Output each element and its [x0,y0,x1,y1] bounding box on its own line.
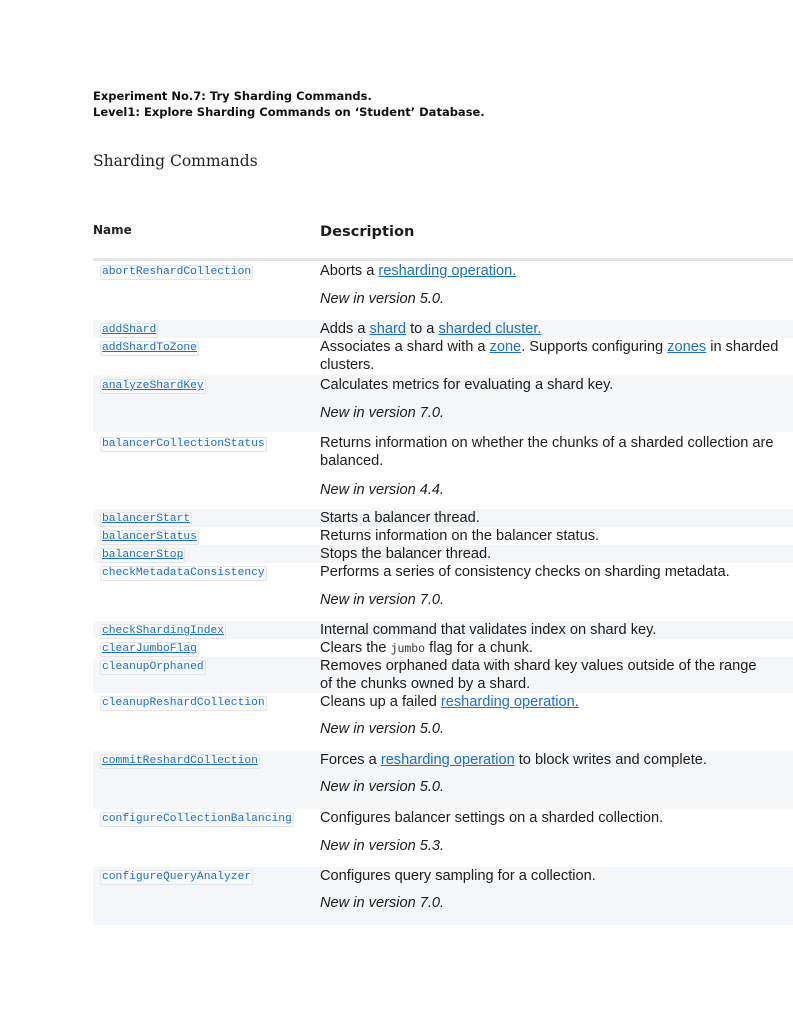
table-row [93,545,793,563]
command-description: Adds a shard to a sharded cluster. [320,321,542,337]
command-description: Internal command that validates index on shard key. [320,622,657,638]
table-row [93,320,793,338]
version-note: New in version 5.0. [320,779,445,795]
sharded-cluster-link[interactable]: sharded cluster. [438,321,542,337]
command-name[interactable]: balancerStop [102,549,184,561]
command-description: Returns information on whether the chunks of a sharded collection are balanced. [320,435,774,469]
experiment-level: Level1: Explore Sharding Commands on ‘Student’ Database. [93,105,485,119]
resharding-operation-link[interactable]: resharding operation [380,752,515,768]
command-name[interactable]: checkShardingIndex [102,625,225,637]
table-row [93,751,793,809]
table-row [93,657,793,693]
shard-link[interactable]: shard [369,321,407,337]
command-name[interactable]: abortReshardCollection [102,266,252,278]
table-row [93,375,793,432]
table-row [93,527,793,545]
command-description: Cleans up a failed resharding operation. [320,694,579,710]
table-row [93,621,793,639]
command-name[interactable]: configureCollectionBalancing [102,813,292,825]
table-row [93,338,793,375]
zones-link[interactable]: zones [667,339,707,355]
version-note: New in version 7.0. [320,895,445,911]
command-name[interactable]: cleanupOrphaned [102,661,204,673]
table-row [93,563,793,621]
command-description: Calculates metrics for evaluating a shard key. [320,377,614,393]
experiment-title: Experiment No.7: Try Sharding Commands. [93,89,372,103]
command-description: Clears the jumbo flag for a chunk. [320,640,533,656]
command-name[interactable]: balancerCollectionStatus [102,438,265,450]
command-description: Removes orphaned data with shard key values outside of the range of the chunks owned by a shard. [320,658,757,692]
resharding-operation-link[interactable]: resharding operation. [378,263,517,279]
table-row [93,509,793,527]
table-row [93,809,793,867]
command-description: Configures balancer settings on a sharded collection. [320,810,664,826]
version-note: New in version 5.0. [320,291,445,307]
command-description: Returns information on the balancer status. [320,528,600,544]
column-header-name: Name [93,223,132,237]
command-name[interactable]: cleanupReshardCollection [102,697,265,709]
version-note: New in version 4.4. [320,482,445,498]
version-note: New in version 5.0. [320,721,445,737]
version-note: New in version 7.0. [320,405,445,421]
command-description: Starts a balancer thread. [320,510,480,526]
command-name[interactable]: checkMetadataConsistency [102,567,265,579]
command-description: Aborts a resharding operation. [320,263,517,279]
command-description: Configures query sampling for a collection. [320,868,596,884]
command-name[interactable]: clearJumboFlag [102,643,197,655]
table-row [93,693,793,751]
command-description: Performs a series of consistency checks on sharding metadata. [320,564,730,580]
commands-table [93,261,793,925]
command-name[interactable]: addShard [102,324,157,336]
column-header-description: Description [320,223,415,240]
command-description: Associates a shard with a zone. Supports configuring zones in sharded clusters. [320,339,779,373]
zone-link[interactable]: zone [489,339,522,355]
command-description: Stops the balancer thread. [320,546,492,562]
command-name[interactable]: addShardToZone [102,342,197,354]
command-name[interactable]: balancerStart [102,513,191,525]
section-title: Sharding Commands [93,152,258,170]
command-name[interactable]: balancerStatus [102,531,197,543]
resharding-operation-link[interactable]: resharding operation. [440,694,579,710]
command-description: Forces a resharding operation to block writes and complete. [320,752,707,768]
table-row [93,639,793,657]
table-row [93,867,793,925]
command-name[interactable]: commitReshardCollection [102,755,258,767]
command-name[interactable]: configureQueryAnalyzer [102,871,252,883]
table-row [93,432,793,509]
command-name[interactable]: analyzeShardKey [102,380,204,392]
version-note: New in version 7.0. [320,592,445,608]
jumbo-code: jumbo [390,643,426,656]
table-row [93,261,793,320]
experiment-header [93,88,485,120]
version-note: New in version 5.3. [320,838,445,854]
